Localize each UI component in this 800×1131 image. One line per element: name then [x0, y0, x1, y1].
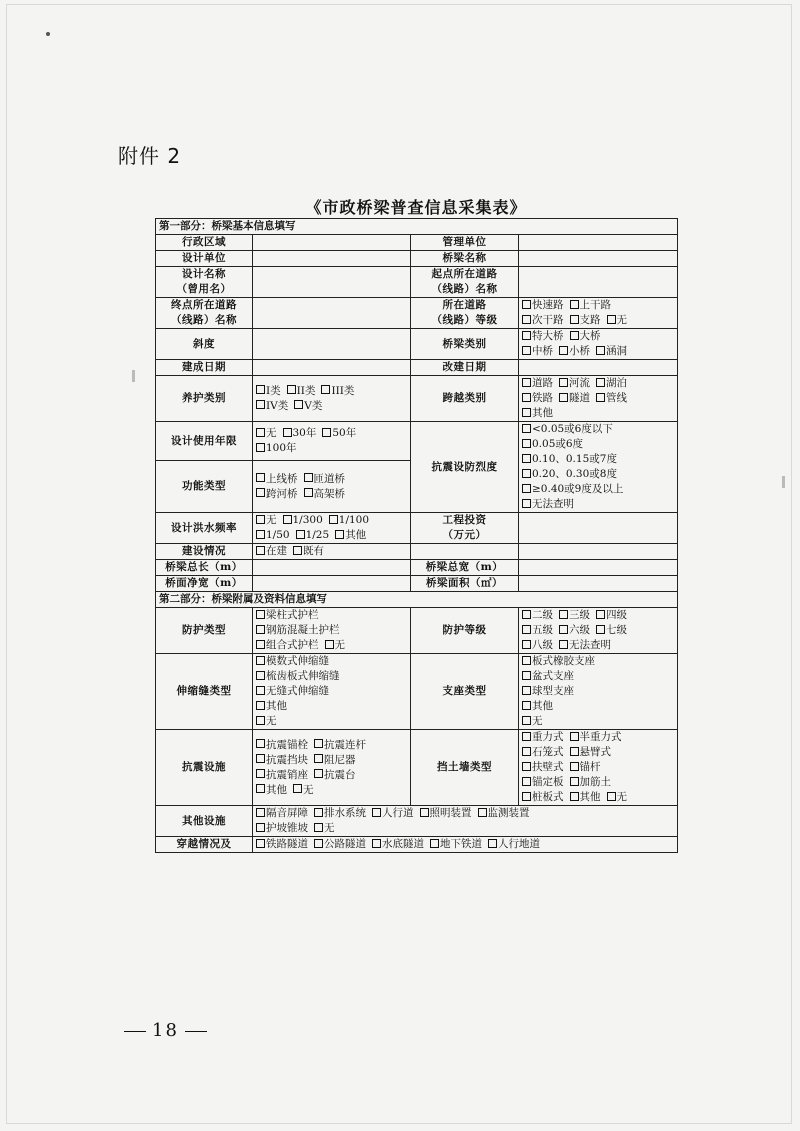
page-number — [118, 1020, 213, 1041]
field-start-road[interactable] — [519, 267, 678, 298]
checkbox-option[interactable]: 抗震挡块 — [256, 753, 308, 768]
checkbox-option[interactable]: 1/25 — [296, 528, 330, 543]
option-line — [256, 472, 407, 487]
checkbox-option[interactable]: 铁路隧道 — [256, 837, 308, 852]
label-area: 桥梁面积（㎡） — [411, 576, 519, 592]
checkbox-option[interactable]: 其他 — [570, 790, 601, 805]
option-line — [522, 329, 674, 344]
options-joint-type — [253, 654, 411, 730]
option-line — [522, 313, 674, 328]
section-2-header: 第二部分：桥梁附属及资料信息填写 — [156, 592, 678, 608]
checkbox-option[interactable]: 铁路 — [522, 391, 553, 406]
checkbox-option[interactable]: <0.05或6度以下 — [522, 422, 613, 437]
checkbox-option[interactable]: 排水系统 — [314, 806, 366, 821]
option-line — [522, 344, 674, 359]
field-rebuild-date[interactable] — [519, 360, 678, 376]
option-line — [522, 623, 674, 638]
checkbox-option[interactable]: 阻尼器 — [314, 753, 356, 768]
label-bearing-type: 支座类型 — [411, 654, 519, 730]
checkbox-option[interactable]: 无 — [256, 714, 277, 729]
checkbox-option[interactable]: 1/50 — [256, 528, 290, 543]
checkbox-option[interactable]: 0.05或6度 — [522, 437, 583, 452]
label-admin-area: 行政区域 — [156, 235, 253, 251]
checkbox-option[interactable]: 匝道桥 — [304, 472, 346, 487]
checkbox-option[interactable]: 无 — [522, 714, 543, 729]
label-flood-freq: 设计洪水频率 — [156, 513, 253, 544]
checkbox-option[interactable]: 上干路 — [570, 298, 612, 313]
label-joint-type: 伸缩缝类型 — [156, 654, 253, 730]
checkbox-option[interactable]: 抗震连杆 — [314, 738, 366, 753]
label-rebuild-date: 改建日期 — [411, 360, 519, 376]
options-retaining-type — [519, 730, 678, 806]
checkbox-option[interactable]: 梁柱式护栏 — [256, 608, 319, 623]
label-skew: 斜度 — [156, 329, 253, 360]
checkbox-option[interactable]: 抗震销座 — [256, 768, 308, 783]
checkbox-option[interactable]: 快速路 — [522, 298, 564, 313]
checkbox-option[interactable]: 无法查明 — [559, 638, 611, 653]
option-line — [256, 623, 407, 638]
label-total-width: 桥梁总宽（m） — [411, 560, 519, 576]
options-flood-freq — [253, 513, 411, 544]
option-line — [522, 406, 674, 421]
field-total-width[interactable] — [519, 560, 678, 576]
checkbox-option[interactable]: 梳齿板式伸缩缝 — [256, 669, 340, 684]
checkbox-option[interactable]: 组合式护栏 — [256, 638, 319, 653]
option-line — [256, 513, 407, 528]
label-build-date: 建成日期 — [156, 360, 253, 376]
option-line — [256, 714, 407, 729]
option-line — [256, 684, 407, 699]
checkbox-option[interactable]: 其他 — [522, 406, 553, 421]
checkbox-option[interactable]: 六级 — [559, 623, 590, 638]
options-maint-type — [253, 376, 411, 422]
checkbox-option[interactable]: 湖泊 — [596, 376, 627, 391]
option-line — [522, 467, 674, 482]
label-deck-width: 桥面净宽（m） — [156, 576, 253, 592]
page-number-text: 18 — [152, 1020, 179, 1041]
label-end-road-l1: 终点所在道路 — [171, 299, 237, 311]
label-mgmt-unit: 管理单位 — [411, 235, 519, 251]
checkbox-option[interactable]: 五级 — [522, 623, 553, 638]
checkbox-option[interactable]: 无缝式伸缩缝 — [256, 684, 329, 699]
form-title: 《市政桥梁普查信息采集表》 — [305, 198, 527, 217]
field-build-date[interactable] — [253, 360, 411, 376]
checkbox-option[interactable]: 其他 — [256, 699, 287, 714]
option-line — [256, 821, 674, 836]
option-line — [522, 422, 674, 437]
checkbox-option[interactable]: 无 — [325, 638, 346, 653]
options-span-type — [519, 376, 678, 422]
checkbox-option[interactable]: 1/300 — [283, 513, 323, 528]
options-bridge-type — [519, 329, 678, 360]
label-seismic-device: 抗震设施 — [156, 730, 253, 806]
checkbox-option[interactable]: V类 — [294, 399, 322, 414]
checkbox-option[interactable]: 其他 — [522, 699, 553, 714]
checkbox-option[interactable]: 锚定板 — [522, 775, 564, 790]
checkbox-option[interactable]: 支路 — [570, 313, 601, 328]
field-mgmt-unit[interactable] — [519, 235, 678, 251]
option-line — [522, 745, 674, 760]
option-line — [522, 714, 674, 729]
field-total-length[interactable] — [253, 560, 411, 576]
option-line — [256, 528, 407, 543]
empty-cell — [519, 544, 678, 560]
label-span-type: 跨越类别 — [411, 376, 519, 422]
option-line — [522, 730, 674, 745]
checkbox-option[interactable]: 加筋土 — [570, 775, 612, 790]
label-start-road-l1: 起点所在道路 — [431, 268, 498, 280]
option-line — [522, 391, 674, 406]
options-crossing — [253, 837, 678, 853]
checkbox-option[interactable]: 监测装置 — [478, 806, 530, 821]
checkbox-option[interactable]: 人行地道 — [488, 837, 540, 852]
field-design-name[interactable] — [253, 267, 411, 298]
checkbox-option[interactable]: 100年 — [256, 441, 297, 456]
bridge-survey-form — [155, 218, 678, 853]
option-line — [522, 775, 674, 790]
checkbox-option[interactable]: 无 — [256, 426, 277, 441]
checkbox-option[interactable]: I类 — [256, 384, 281, 399]
checkbox-option[interactable]: 石笼式 — [522, 745, 564, 760]
checkbox-option[interactable]: 隔音屏障 — [256, 806, 308, 821]
checkbox-option[interactable]: 无法查明 — [522, 497, 574, 512]
checkbox-option[interactable]: 钢筋混凝土护栏 — [256, 623, 340, 638]
option-line — [256, 783, 407, 798]
label-seismic: 抗震设防烈度 — [411, 422, 519, 513]
label-function-type: 功能类型 — [156, 461, 253, 513]
label-construction: 建设情况 — [156, 544, 253, 560]
option-line — [256, 384, 407, 399]
checkbox-option[interactable]: 锚杆 — [570, 760, 601, 775]
label-crossing: 穿越情况及 — [156, 837, 253, 853]
checkbox-option[interactable]: 桩板式 — [522, 790, 564, 805]
option-line — [522, 669, 674, 684]
checkbox-option[interactable]: 0.20、0.30或8度 — [522, 467, 617, 482]
checkbox-option[interactable]: 扶壁式 — [522, 760, 564, 775]
field-area[interactable] — [519, 576, 678, 592]
label-retaining-type: 挡土墙类型 — [411, 730, 519, 806]
label-investment-l1: 工程投资 — [442, 514, 487, 526]
option-line — [256, 654, 407, 669]
section-1-header: 第一部分：桥梁基本信息填写 — [156, 219, 678, 235]
option-line — [256, 669, 407, 684]
options-seismic — [519, 422, 678, 513]
checkbox-option[interactable]: 次干路 — [522, 313, 564, 328]
checkbox-option[interactable]: 涵洞 — [596, 344, 627, 359]
label-bridge-name: 桥梁名称 — [411, 251, 519, 267]
checkbox-option[interactable]: 八级 — [522, 638, 553, 653]
option-line — [256, 753, 407, 768]
checkbox-option[interactable]: 管线 — [596, 391, 627, 406]
checkbox-option[interactable]: 抗震台 — [314, 768, 356, 783]
label-end-road — [156, 298, 253, 329]
option-line — [256, 441, 407, 456]
field-skew[interactable] — [253, 329, 411, 360]
option-line — [256, 544, 407, 559]
checkbox-option[interactable]: 隧道 — [559, 391, 590, 406]
checkbox-option[interactable]: 无 — [293, 783, 314, 798]
checkbox-option[interactable]: 无 — [607, 313, 628, 328]
option-line — [522, 376, 674, 391]
checkbox-option[interactable]: 上线桥 — [256, 472, 298, 487]
checkbox-option[interactable]: II类 — [287, 384, 316, 399]
option-line — [256, 608, 407, 623]
checkbox-option[interactable]: 高架桥 — [304, 487, 346, 502]
checkbox-option[interactable]: 跨河桥 — [256, 487, 298, 502]
options-other-facility — [253, 806, 678, 837]
empty-cell — [411, 544, 519, 560]
checkbox-option[interactable]: 公路隧道 — [314, 837, 366, 852]
scan-dot — [46, 32, 50, 36]
checkbox-option[interactable]: 0.10、0.15或7度 — [522, 452, 617, 467]
checkbox-option[interactable]: 护坡锥坡 — [256, 821, 308, 836]
option-line — [256, 638, 407, 653]
checkbox-option[interactable]: 重力式 — [522, 730, 564, 745]
option-line — [256, 837, 674, 852]
checkbox-option[interactable]: 抗震锚栓 — [256, 738, 308, 753]
checkbox-option[interactable]: 地下铁道 — [430, 837, 482, 852]
checkbox-option[interactable]: 道路 — [522, 376, 553, 391]
checkbox-option[interactable]: 特大桥 — [522, 329, 564, 344]
checkbox-option[interactable]: 悬臂式 — [570, 745, 612, 760]
checkbox-option[interactable]: 照明装置 — [420, 806, 472, 821]
dash-right — [185, 1031, 207, 1032]
checkbox-option[interactable]: 板式橡胶支座 — [522, 654, 595, 669]
option-line — [522, 699, 674, 714]
option-line — [522, 684, 674, 699]
label-investment — [411, 513, 519, 544]
label-road-grade — [411, 298, 519, 329]
scan-mark-left — [132, 370, 135, 382]
checkbox-option[interactable]: 50年 — [322, 426, 356, 441]
checkbox-option[interactable]: 河流 — [559, 376, 590, 391]
checkbox-option[interactable]: 模数式伸缩缝 — [256, 654, 329, 669]
option-line — [522, 298, 674, 313]
checkbox-option[interactable]: 其他 — [256, 783, 287, 798]
checkbox-option[interactable]: 在建 — [256, 544, 287, 559]
label-guard-level: 防护等级 — [411, 608, 519, 654]
options-function-type — [253, 461, 411, 513]
label-design-name — [156, 267, 253, 298]
scan-mark-right — [782, 476, 785, 488]
field-admin-area[interactable] — [253, 235, 411, 251]
checkbox-option[interactable]: 小桥 — [559, 344, 590, 359]
checkbox-option[interactable]: 无 — [256, 513, 277, 528]
checkbox-option[interactable]: 其他 — [335, 528, 366, 543]
options-seismic-device — [253, 730, 411, 806]
options-guard-type — [253, 608, 411, 654]
checkbox-option[interactable]: 半重力式 — [570, 730, 622, 745]
checkbox-option[interactable]: 七级 — [596, 623, 627, 638]
option-line — [522, 452, 674, 467]
option-line — [256, 768, 407, 783]
option-line — [256, 806, 674, 821]
checkbox-option[interactable]: 二级 — [522, 608, 553, 623]
checkbox-option[interactable]: 三级 — [559, 608, 590, 623]
options-design-life — [253, 422, 411, 461]
label-start-road-l2: （线路）名称 — [431, 283, 498, 295]
option-line — [256, 487, 407, 502]
options-bearing-type — [519, 654, 678, 730]
option-line — [522, 497, 674, 512]
options-road-grade — [519, 298, 678, 329]
option-line — [522, 482, 674, 497]
field-end-road[interactable] — [253, 298, 411, 329]
attachment-label: 附件 2 — [118, 144, 182, 168]
option-line — [522, 608, 674, 623]
checkbox-option[interactable]: 1/100 — [329, 513, 369, 528]
checkbox-option[interactable]: 无 — [607, 790, 628, 805]
option-line — [522, 638, 674, 653]
option-line — [256, 399, 407, 414]
checkbox-option[interactable]: III类 — [321, 384, 354, 399]
option-line — [256, 738, 407, 753]
option-line — [256, 699, 407, 714]
option-line — [522, 760, 674, 775]
checkbox-option[interactable]: 水底隧道 — [372, 837, 424, 852]
checkbox-option[interactable]: 盆式支座 — [522, 669, 574, 684]
option-line — [522, 437, 674, 452]
label-design-name-l2: （曾用名） — [176, 283, 232, 295]
label-road-grade-l1: 所在道路 — [442, 299, 487, 311]
label-total-length: 桥梁总长（m） — [156, 560, 253, 576]
label-maint-type: 养护类别 — [156, 376, 253, 422]
label-start-road — [411, 267, 519, 298]
option-line — [256, 426, 407, 441]
dash-left — [124, 1031, 146, 1032]
field-design-unit[interactable] — [253, 251, 411, 267]
checkbox-option[interactable]: 人行道 — [372, 806, 414, 821]
checkbox-option[interactable]: ≥0.40或9度及以上 — [522, 482, 623, 497]
label-road-grade-l2: （线路）等级 — [431, 314, 498, 326]
option-line — [522, 790, 674, 805]
checkbox-option[interactable]: 四级 — [596, 608, 627, 623]
checkbox-option[interactable]: 球型支座 — [522, 684, 574, 699]
label-end-road-l2: （线路）名称 — [171, 314, 237, 326]
options-guard-level — [519, 608, 678, 654]
options-construction — [253, 544, 411, 560]
checkbox-option[interactable]: 30年 — [283, 426, 317, 441]
label-bridge-type: 桥梁类别 — [411, 329, 519, 360]
label-design-name-l1: 设计名称 — [182, 268, 226, 280]
label-guard-type: 防护类型 — [156, 608, 253, 654]
field-deck-width[interactable] — [253, 576, 411, 592]
checkbox-option[interactable]: 中桥 — [522, 344, 553, 359]
label-design-unit: 设计单位 — [156, 251, 253, 267]
field-investment[interactable] — [519, 513, 678, 544]
checkbox-option[interactable]: IV类 — [256, 399, 288, 414]
checkbox-option[interactable]: 既有 — [293, 544, 324, 559]
label-design-life: 设计使用年限 — [156, 422, 253, 461]
checkbox-option[interactable]: 大桥 — [570, 329, 601, 344]
field-bridge-name[interactable] — [519, 251, 678, 267]
label-other-facility: 其他设施 — [156, 806, 253, 837]
label-investment-l2: （万元） — [442, 529, 487, 541]
option-line — [522, 654, 674, 669]
checkbox-option[interactable]: 无 — [314, 821, 335, 836]
